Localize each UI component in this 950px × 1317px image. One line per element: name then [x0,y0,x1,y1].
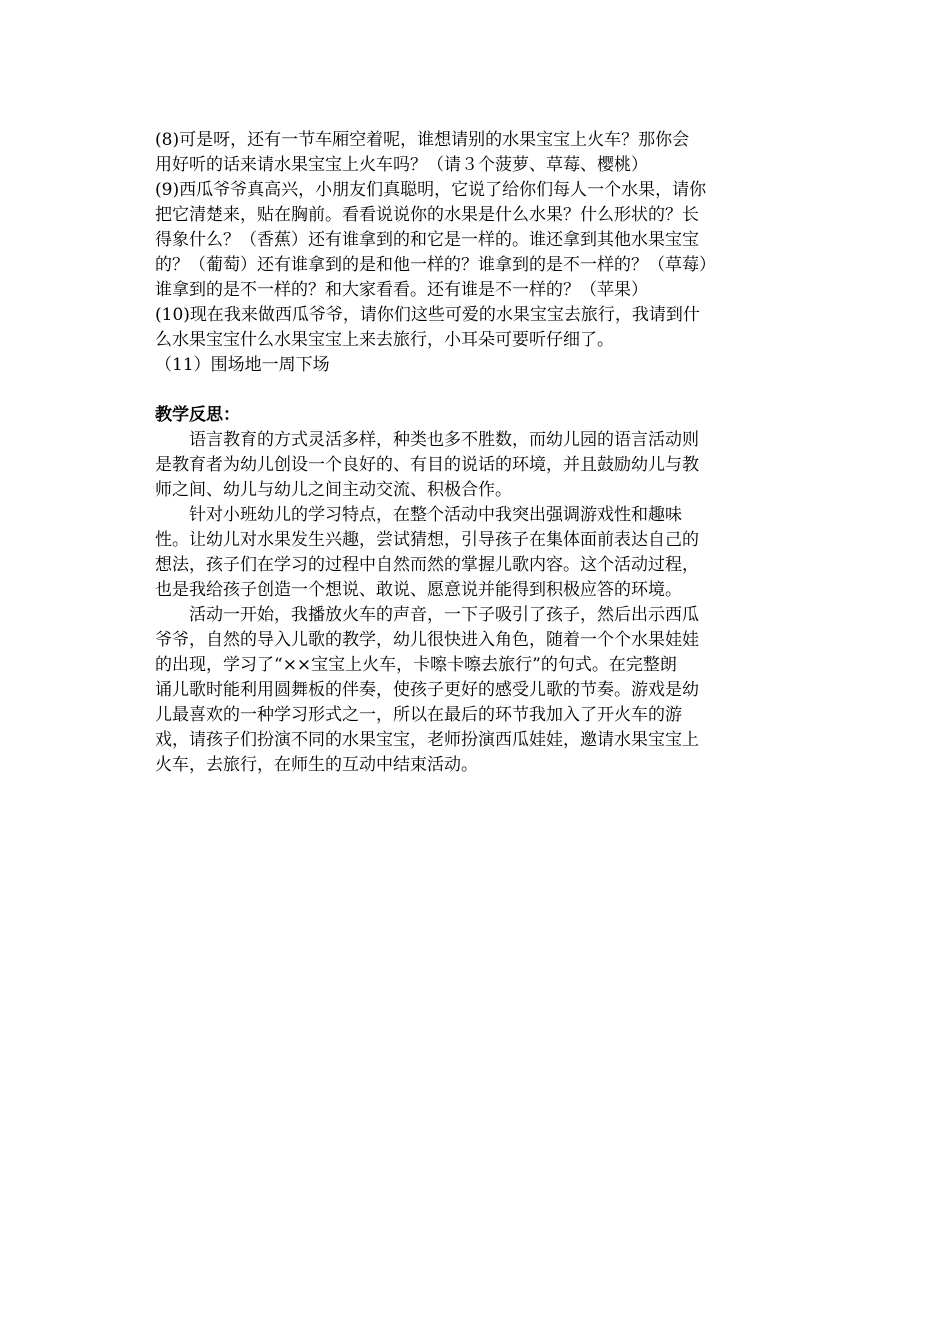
text-line: 想法，孩子们在学习的过程中自然而然的掌握儿歌内容。这个活动过程， [155,555,699,575]
text-line: 用好听的话来请水果宝宝上火车吗？（请３个菠萝、草莓、樱桃） [155,155,648,175]
reflection-heading: 教学反思： [155,405,240,425]
text-line: 语言教育的方式灵活多样，种类也多不胜数，而幼儿园的语言活动则 [189,430,699,450]
reflection-paragraph-1 [155,428,805,503]
text-line: (10)现在我来做西瓜爷爷，请你们这些可爱的水果宝宝去旅行，我请到什 [155,305,700,325]
text-line: (8)可是呀，还有一节车厢空着呢，谁想请别的水果宝宝上火车？那你会 [155,130,690,150]
text-line: 把它清楚来，贴在胸前。看看说说你的水果是什么水果？什么形状的？长 [155,205,699,225]
reflection-paragraph-3 [155,603,805,778]
text-line: （11）围场地一周下场 [155,355,330,375]
step-11 [155,353,805,378]
text-line: 也是我给孩子创造一个想说、敢说、愿意说并能得到积极应答的环境。 [155,580,682,600]
text-line: 活动一开始，我播放火车的声音，一下子吸引了孩子，然后出示西瓜 [189,605,699,625]
step-8 [155,128,805,178]
document-page [155,128,805,778]
text-line: 戏，请孩子们扮演不同的水果宝宝，老师扮演西瓜娃娃，邀请水果宝宝上 [155,730,699,750]
step-10 [155,303,805,353]
text-line: 火车，去旅行，在师生的互动中结束活动。 [155,755,478,775]
reflection-paragraph-2 [155,503,805,603]
text-line: 诵儿歌时能利用圆舞板的伴奏，使孩子更好的感受儿歌的节奏。游戏是幼 [155,680,699,700]
text-line: 师之间、幼儿与幼儿之间主动交流、积极合作。 [155,480,512,500]
text-line: 爷爷，自然的导入儿歌的教学，幼儿很快进入角色，随着一个个水果娃娃 [155,630,699,650]
text-line: 么水果宝宝什么水果宝宝上来去旅行，小耳朵可要听仔细了。 [155,330,614,350]
text-line: 是教育者为幼儿创设一个良好的、有目的说话的环境，并且鼓励幼儿与教 [155,455,699,475]
text-line: 得象什么？（香蕉）还有谁拿到的和它是一样的。谁还拿到其他水果宝宝 [155,230,699,250]
text-line: 儿最喜欢的一种学习形式之一，所以在最后的环节我加入了开火车的游 [155,705,682,725]
text-line: 的出现，学习了“××宝宝上火车，卡嚓卡嚓去旅行”的句式。在完整朗 [155,655,677,675]
step-9 [155,178,805,303]
text-line: 性。让幼儿对水果发生兴趣，尝试猜想，引导孩子在集体面前表达自己的 [155,530,699,550]
text-line: 谁拿到的是不一样的？和大家看看。还有谁是不一样的？（苹果） [155,280,648,300]
text-line: 的？（葡萄）还有谁拿到的是和他一样的？谁拿到的是不一样的？（草莓） [155,255,716,275]
text-line: 针对小班幼儿的学习特点，在整个活动中我突出强调游戏性和趣味 [189,505,682,525]
text-line: (9)西瓜爷爷真高兴，小朋友们真聪明，它说了给你们每人一个水果，请你 [155,180,707,200]
